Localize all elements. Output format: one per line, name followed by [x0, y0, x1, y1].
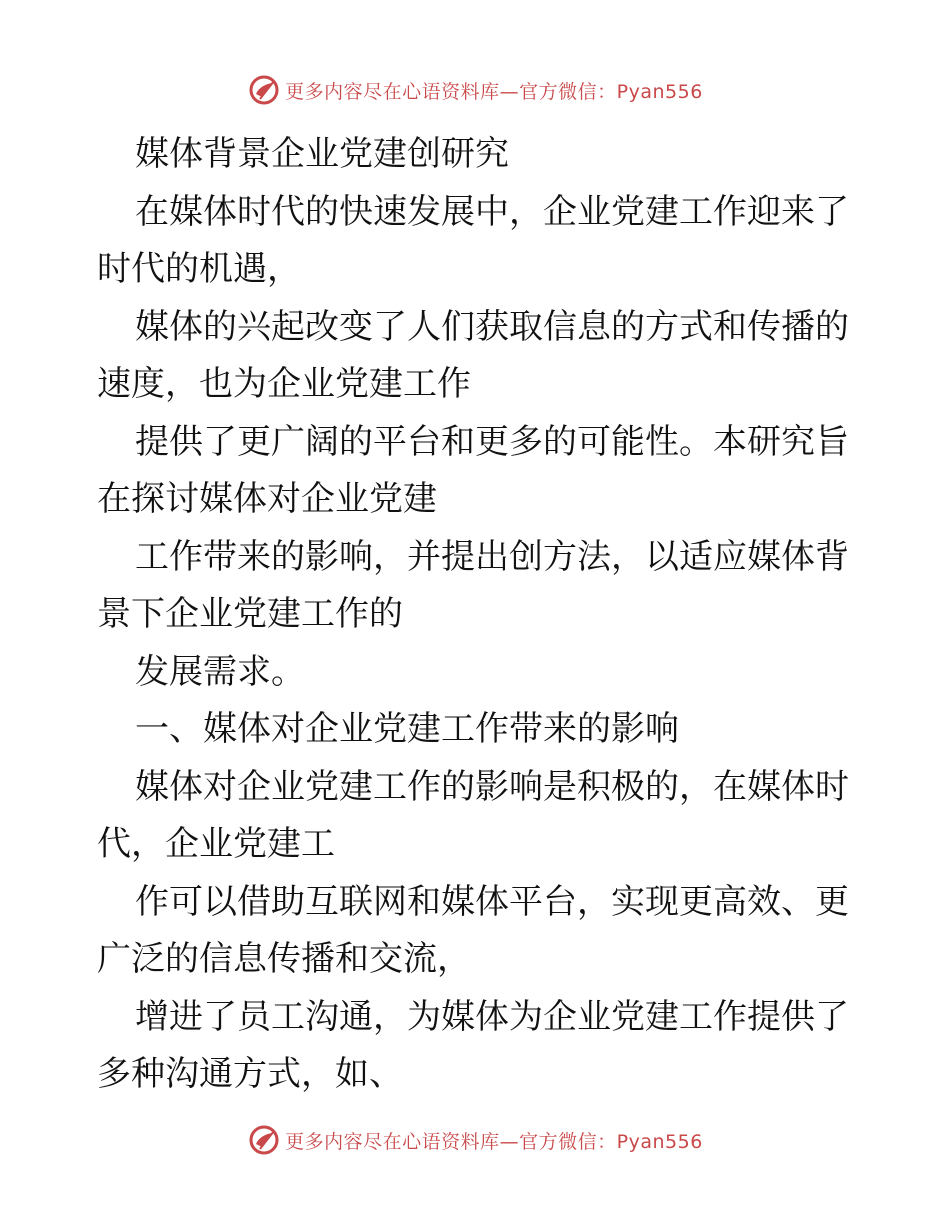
paragraph-line: 提供了更广阔的平台和更多的可能性。本研究旨 [135, 421, 849, 462]
paragraph-line: 在探讨媒体对企业党建 [97, 479, 437, 519]
paragraph-line: 时代的机遇， [97, 249, 301, 289]
paragraph-line: 在媒体时代的快速发展中，企业党建工作迎来了 [135, 191, 849, 232]
paragraph-line: 代，企业党建工 [97, 824, 335, 864]
header-watermark [0, 70, 950, 110]
paragraph-line: 增进了员工沟通，为媒体为企业党建工作提供了 [135, 996, 849, 1037]
paragraph-line: 媒体对企业党建工作的影响是积极的，在媒体时 [135, 766, 849, 807]
footer-watermark-text: 更多内容尽在心语资料库—官方微信：Pyan556 [285, 1130, 703, 1153]
paragraph-line: 作可以借助互联网和媒体平台，实现更高效、更 [135, 881, 849, 922]
section-heading: 一、媒体对企业党建工作带来的影响 [135, 709, 679, 749]
paragraph-line: 景下企业党建工作的 [97, 594, 403, 634]
logo-icon [247, 73, 281, 107]
paragraph-line: 工作带来的影响，并提出创方法，以适应媒体背 [135, 536, 849, 577]
paragraph-line: 广泛的信息传播和交流， [97, 939, 471, 979]
footer-watermark [0, 1120, 950, 1160]
paragraph-line: 发展需求。 [135, 651, 305, 692]
paragraph-line: 速度，也为企业党建工作 [97, 364, 471, 404]
paragraph-line: 媒体的兴起改变了人们获取信息的方式和传播的 [135, 306, 849, 347]
document-title: 媒体背景企业党建创研究 [135, 134, 509, 174]
logo-icon [247, 1123, 281, 1157]
header-watermark-text: 更多内容尽在心语资料库—官方微信：Pyan556 [285, 80, 703, 103]
paragraph-line: 多种沟通方式，如、 [97, 1054, 403, 1094]
document-body [97, 126, 857, 1104]
